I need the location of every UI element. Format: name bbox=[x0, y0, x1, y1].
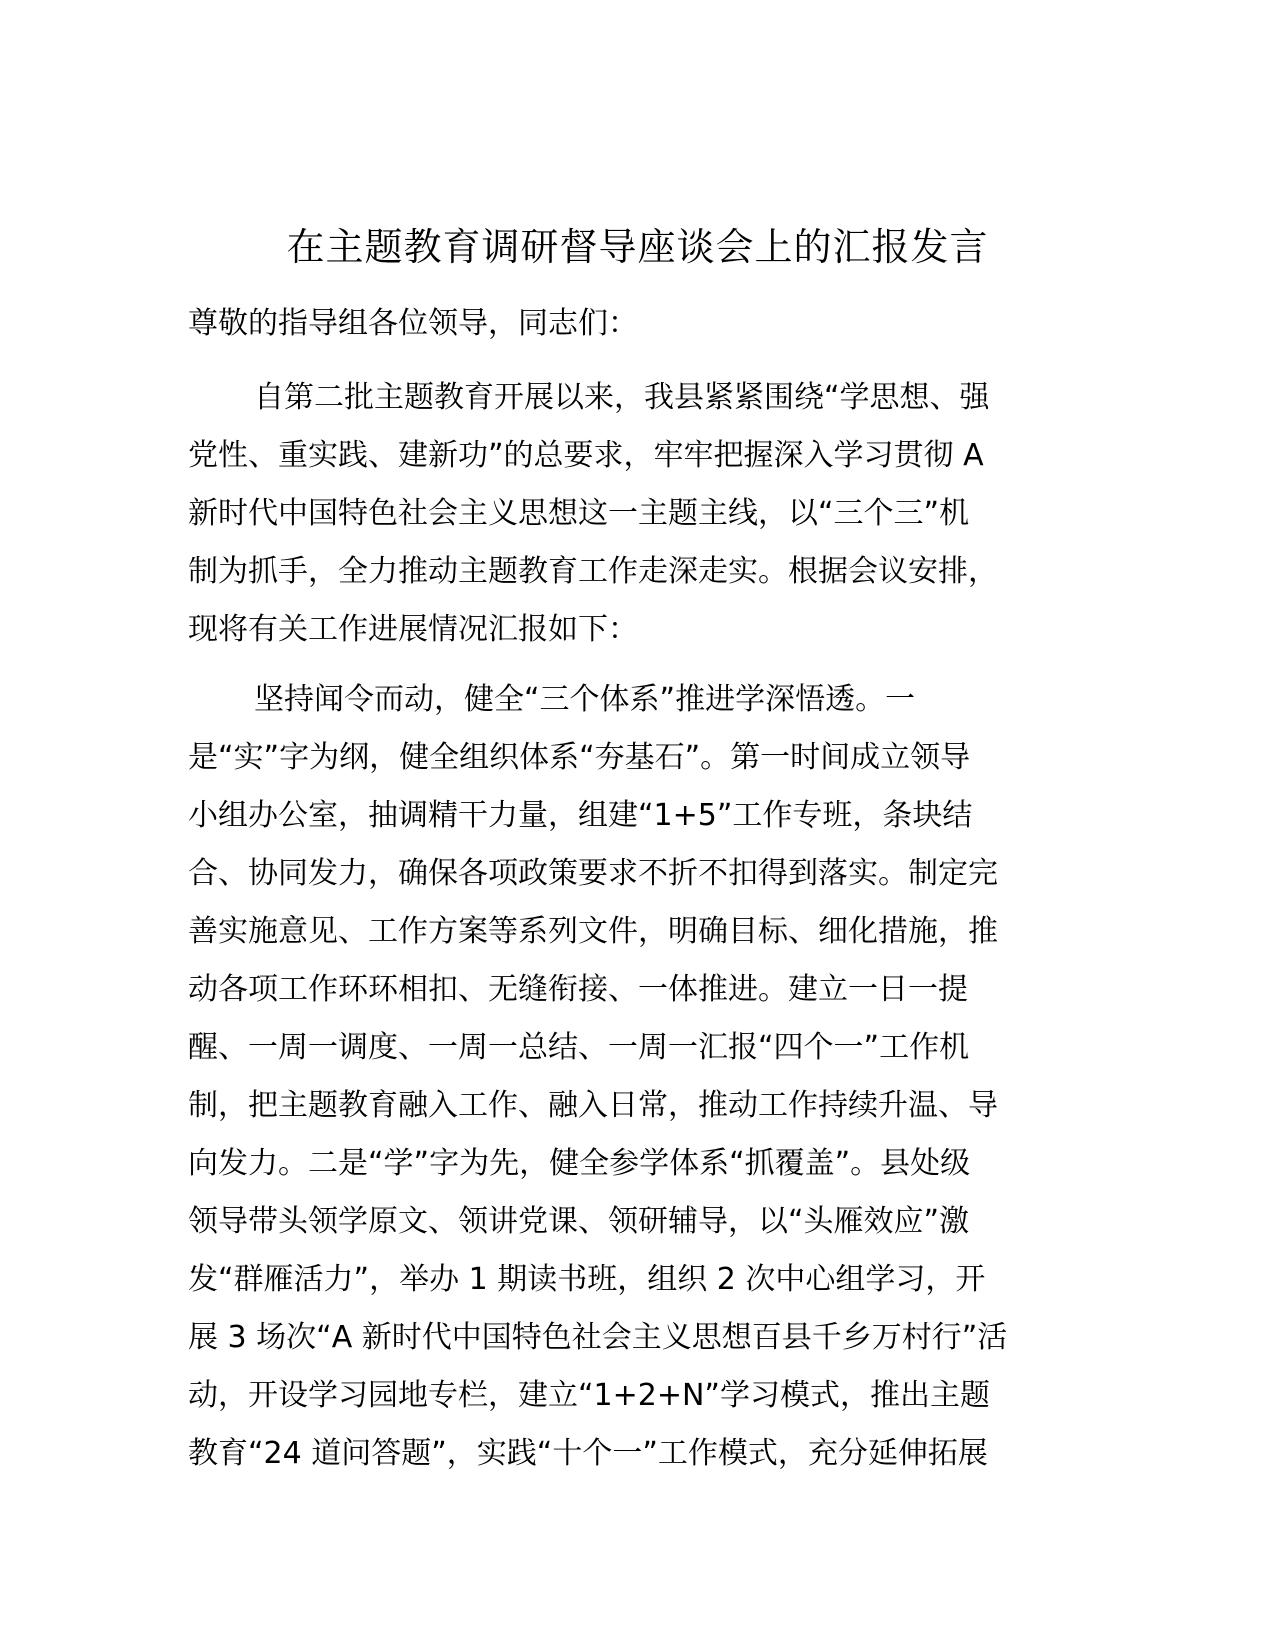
paragraph-line: 合、协同发力，确保各项政策要求不折不扣得到落实。制定完 bbox=[188, 856, 998, 891]
paragraph-line: 是“实”字为纲，健全组织体系“夯基石”。第一时间成立领导 bbox=[188, 740, 971, 775]
paragraph-line: 醒、一周一调度、一周一总结、一周一汇报“四个一”工作机 bbox=[188, 1030, 970, 1065]
paragraph-line: 领导带头领学原文、领讲党课、领研辅导，以“头雁效应”激 bbox=[188, 1204, 970, 1239]
paragraph-line: 小组办公室，抽调精干力量，组建“1+5”工作专班，条块结 bbox=[188, 798, 973, 833]
salutation: 尊敬的指导组各位领导，同志们： bbox=[188, 306, 638, 341]
paragraph-line: 动各项工作环环相扣、无缝衔接、一体推进。建立一日一提 bbox=[188, 972, 968, 1007]
paragraph-line: 现将有关工作进展情况汇报如下： bbox=[188, 612, 638, 647]
paragraph-intro bbox=[188, 369, 1088, 659]
paragraph-line: 制为抓手，全力推动主题教育工作走深走实。根据会议安排， bbox=[188, 554, 998, 589]
paragraph-line: 展 3 场次“A 新时代中国特色社会主义思想百县千乡万村行”活 bbox=[188, 1320, 1008, 1355]
paragraph-line: 发“群雁活力”，举办 1 期读书班，组织 2 次中心组学习，开 bbox=[188, 1262, 986, 1297]
paragraph-line: 党性、重实践、建新功”的总要求，牢牢把握深入学习贯彻 A bbox=[188, 438, 984, 473]
paragraph-line: 新时代中国特色社会主义思想这一主题主线，以“三个三”机 bbox=[188, 496, 970, 531]
paragraph-line: 自第二批主题教育开展以来，我县紧紧围绕“学思想、强 bbox=[254, 380, 990, 415]
paragraph-section-one bbox=[188, 671, 1088, 1483]
paragraph-line: 动，开设学习园地专栏，建立“1+2+N”学习模式，推出主题 bbox=[188, 1378, 990, 1413]
paragraph-line: 制，把主题教育融入工作、融入日常，推动工作持续升温、导 bbox=[188, 1088, 998, 1123]
paragraph-line: 坚持闻令而动，健全“三个体系”推进学深悟透。一 bbox=[254, 682, 916, 717]
document-title: 在主题教育调研督导座谈会上的汇报发言 bbox=[286, 225, 989, 269]
paragraph-line: 向发力。二是“学”字为先，健全参学体系“抓覆盖”。县处级 bbox=[188, 1146, 971, 1181]
paragraph-line: 教育“24 道问答题”，实践“十个一”工作模式，充分延伸拓展 bbox=[188, 1436, 988, 1471]
paragraph-line: 善实施意见、工作方案等系列文件，明确目标、细化措施，推 bbox=[188, 914, 998, 949]
